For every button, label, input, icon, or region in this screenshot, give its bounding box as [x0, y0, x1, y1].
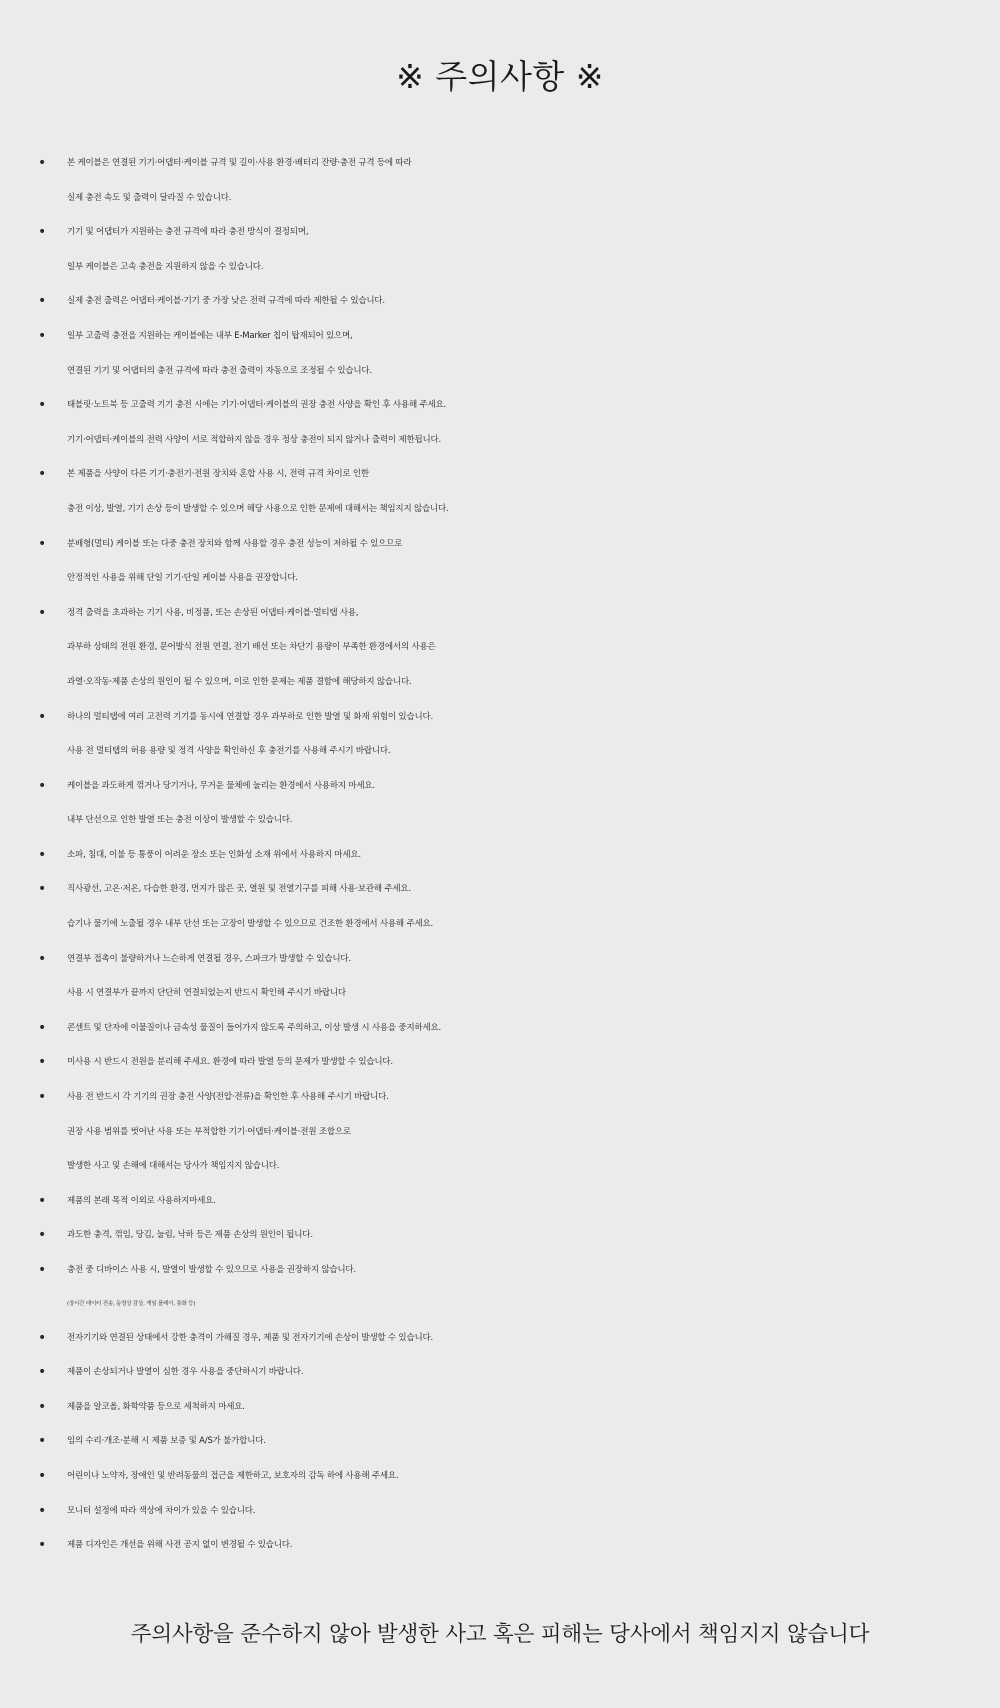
notice-text-line: 직사광선, 고온·저온, 다습한 환경, 먼지가 많은 곳, 열원 및 전열기구를 피해 사용·보관해 주세요. — [67, 884, 411, 895]
bullet-icon: • — [38, 535, 47, 552]
notice-text-line: 제품 디자인은 개선을 위해 사전 공지 없이 변경될 수 있습니다. — [67, 1540, 293, 1551]
notice-text-line: 소파, 침대, 이불 등 통풍이 어려운 장소 또는 인화성 소재 위에서 사용하지 마세요. — [67, 849, 361, 860]
notice-text-line: 하나의 멀티탭에 여러 고전력 기기를 동시에 연결할 경우 과부하로 인한 발열 및 화재 위험이 있습니다. — [67, 711, 433, 722]
notice-item — [0, 215, 1000, 284]
notice-text-line: 기기 및 어댑터가 지원하는 충전 규격에 따라 충전 방식이 결정되며, — [67, 227, 309, 238]
notice-item — [0, 872, 1000, 941]
bullet-icon: • — [38, 397, 47, 414]
notice-item — [0, 1459, 1000, 1494]
notice-text-line: 모니터 설정에 따라 색상에 차이가 있을 수 있습니다. — [67, 1505, 256, 1516]
notice-text-line: 내부 단선으로 인한 발열 또는 충전 이상이 발생할 수 있습니다. — [67, 815, 293, 826]
bullet-icon: • — [38, 293, 47, 310]
notice-item — [0, 527, 1000, 596]
notice-text-line: 본 제품을 사양이 다른 기기·충전기·전원 장치와 혼합 사용 시, 전력 규격 차이로 인한 — [67, 469, 369, 480]
notice-text-line: 어린이나 노약자, 장애인 및 반려동물의 접근을 제한하고, 보호자의 감독 하에 사용해 주세요. — [67, 1470, 399, 1481]
notice-text-line: 연결된 기기 및 어댑터의 충전 규격에 따라 충전 출력이 자동으로 조정될 수 있습니다. — [67, 365, 372, 376]
notice-text-line: 기기·어댑터·케이블의 전력 사양이 서로 적합하지 않을 경우 정상 충전이 되지 않거나 출력이 제한됩니다. — [67, 434, 441, 445]
notice-item — [0, 1494, 1000, 1529]
notice-text-line: 분배형(멀티) 케이블 또는 다중 충전 장치와 함께 사용할 경우 충전 성능이 저하될 수 있으므로 — [67, 538, 403, 549]
notice-text-line: 안정적인 사용을 위해 단일 기기·단일 케이블 사용을 권장합니다. — [67, 573, 298, 584]
notice-text-line: 전자기기와 연결된 상태에서 강한 충격이 가해질 경우, 제품 및 전자기기에 손상이 발생할 수 있습니다. — [67, 1332, 433, 1343]
notice-text-line: 미사용 시 반드시 전원을 분리해 주세요. 환경에 따라 발열 등의 문제가 발생할 수 있습니다. — [67, 1057, 393, 1068]
notice-text-line: 발생한 사고 및 손해에 대해서는 당사가 책임지지 않습니다. — [67, 1161, 280, 1172]
page-title: ※ 주의사항 ※ — [396, 57, 604, 96]
notice-list — [0, 146, 1000, 1563]
notice-text-line: 습기나 물기에 노출될 경우 내부 단선 또는 고장이 발생할 수 있으므로 건조한 환경에서 사용해 주세요. — [67, 919, 433, 930]
bullet-icon: • — [38, 224, 47, 241]
bullet-icon: • — [38, 155, 47, 171]
bullet-icon: • — [38, 846, 47, 863]
notice-text-line: 과열·오작동·제품 손상의 원인이 될 수 있으며, 이로 인한 문제는 제품 결함에 해당하지 않습니다. — [67, 676, 412, 687]
notice-item — [0, 1253, 1000, 1321]
bullet-icon: • — [38, 777, 47, 794]
notice-text-line: 실제 충전 속도 및 출력이 달라질 수 있습니다. — [67, 192, 232, 203]
notice-text-line: 본 케이블은 연결된 기기·어댑터·케이블 규격 및 길이·사용 환경·배터리 잔량·충전 규격 등에 따라 — [67, 158, 412, 168]
notice-item — [0, 284, 1000, 319]
notice-text-line: 콘센트 및 단자에 이물질이나 금속성 물질이 들어가지 않도록 주의하고, 이상 발생 시 사용을 중지하세요. — [67, 1022, 441, 1033]
notice-text-line: 연결부 접촉이 불량하거나 느슨하게 연결될 경우, 스파크가 발생할 수 있습니다. — [67, 953, 351, 964]
notice-item — [0, 1011, 1000, 1046]
bullet-icon: • — [38, 1019, 47, 1036]
notice-item — [0, 319, 1000, 388]
bullet-icon: • — [38, 1089, 47, 1106]
notice-text-line: 사용 전 반드시 각 기기의 권장 충전 사양(전압·전류)을 확인한 후 사용해 주시기 바랍니다. — [67, 1092, 389, 1103]
notice-item — [0, 1080, 1000, 1184]
notice-text-line: 임의 수리·개조·분해 시 제품 보증 및 A/S가 불가합니다. — [67, 1436, 266, 1447]
notice-text-line: 제품의 본래 목적 이외로 사용하지마세요. — [67, 1195, 216, 1206]
notice-item — [0, 457, 1000, 526]
notice-item — [0, 388, 1000, 457]
bullet-icon: • — [38, 1192, 47, 1209]
bullet-icon: • — [38, 1398, 47, 1415]
notice-text-line: 권장 사용 범위를 벗어난 사용 또는 부적합한 기기·어댑터·케이블·전원 조합으로 — [67, 1126, 351, 1137]
bullet-icon: • — [38, 950, 47, 967]
notice-text-line: 실제 충전 출력은 어댑터·케이블·기기 중 가장 낮은 전력 규격에 따라 제한될 수 있습니다. — [67, 296, 385, 307]
notice-item — [0, 838, 1000, 873]
bullet-icon: • — [38, 1054, 47, 1071]
bullet-icon: • — [38, 1329, 47, 1346]
notice-text-line: 충전 이상, 발열, 기기 손상 등이 발생할 수 있으며 해당 사용으로 인한 문제에 대해서는 책임지지 않습니다. — [67, 503, 449, 514]
disclaimer-footer: 주의사항을 준수하지 않아 발생한 사고 혹은 피해는 당사에서 책임지지 않습니다 — [130, 1622, 870, 1647]
bullet-icon: • — [38, 1262, 47, 1278]
notice-text-line: 과부하 상태의 전원 환경, 문어발식 전원 연결, 전기 배선 또는 차단기 용량이 부족한 환경에서의 사용은 — [67, 642, 436, 653]
notice-text-line: 일부 고출력 충전을 지원하는 케이블에는 내부 E-Marker 칩이 탑재되어 있으며, — [67, 330, 353, 341]
notice-item — [0, 1218, 1000, 1253]
notice-text-line: 일부 케이블은 고속 충전을 지원하지 않을 수 있습니다. — [67, 261, 264, 272]
notice-item — [0, 1045, 1000, 1080]
notice-text-line: 사용 전 멀티탭의 허용 용량 및 정격 사양을 확인하신 후 충전기를 사용해 주시기 바랍니다. — [67, 746, 391, 757]
notice-item — [0, 1321, 1000, 1356]
notice-item — [0, 596, 1000, 700]
notice-text-line: 사용 시 연결부가 끝까지 단단히 연결되었는지 반드시 확인해 주시기 바랍니다 — [67, 988, 346, 999]
bullet-icon: • — [38, 466, 47, 483]
notice-text-line: 과도한 충격, 꺾임, 당김, 눌림, 낙하 등은 제품 손상의 원인이 됩니다. — [67, 1230, 313, 1241]
notice-item — [0, 146, 1000, 215]
notice-text-line: 태블릿·노트북 등 고출력 기기 충전 시에는 기기·어댑터·케이블의 권장 충전 사양을 확인 후 사용해 주세요. — [67, 400, 446, 411]
notice-item — [0, 1528, 1000, 1563]
notice-item — [0, 1424, 1000, 1459]
notice-subnote: (장시간 데이터 전송, 동영상 감상, 게임 플레이, 통화 등) — [67, 1300, 196, 1307]
bullet-icon: • — [38, 881, 47, 898]
notice-text-line: 케이블을 과도하게 꺾거나 당기거나, 무거운 물체에 눌리는 환경에서 사용하지 마세요. — [67, 780, 375, 791]
bullet-icon: • — [38, 604, 47, 621]
bullet-icon: • — [38, 327, 47, 344]
notice-item — [0, 769, 1000, 838]
bullet-icon: • — [38, 1227, 47, 1244]
notice-item — [0, 1184, 1000, 1219]
notice-item — [0, 700, 1000, 769]
notice-text-line: 제품을 알코올, 화학약품 등으로 세척하지 마세요. — [67, 1401, 245, 1412]
bullet-icon: • — [38, 1537, 47, 1554]
notice-text-line: 정격 출력을 초과하는 기기 사용, 비정품, 또는 손상된 어댑터·케이블·멀티탭 사용, — [67, 607, 359, 618]
notice-text-line: 제품이 손상되거나 발열이 심한 경우 사용을 중단하시기 바랍니다. — [67, 1367, 304, 1378]
bullet-icon: • — [38, 1433, 47, 1450]
bullet-icon: • — [38, 1467, 47, 1484]
bullet-icon: • — [38, 708, 47, 725]
notice-item — [0, 942, 1000, 1011]
bullet-icon: • — [38, 1502, 47, 1519]
notice-item — [0, 1390, 1000, 1425]
notice-text-line: 충전 중 디바이스 사용 시, 발열이 발생할 수 있으므로 사용을 권장하지 않습니다. — [67, 1265, 356, 1275]
bullet-icon: • — [38, 1364, 47, 1381]
notice-item — [0, 1355, 1000, 1390]
